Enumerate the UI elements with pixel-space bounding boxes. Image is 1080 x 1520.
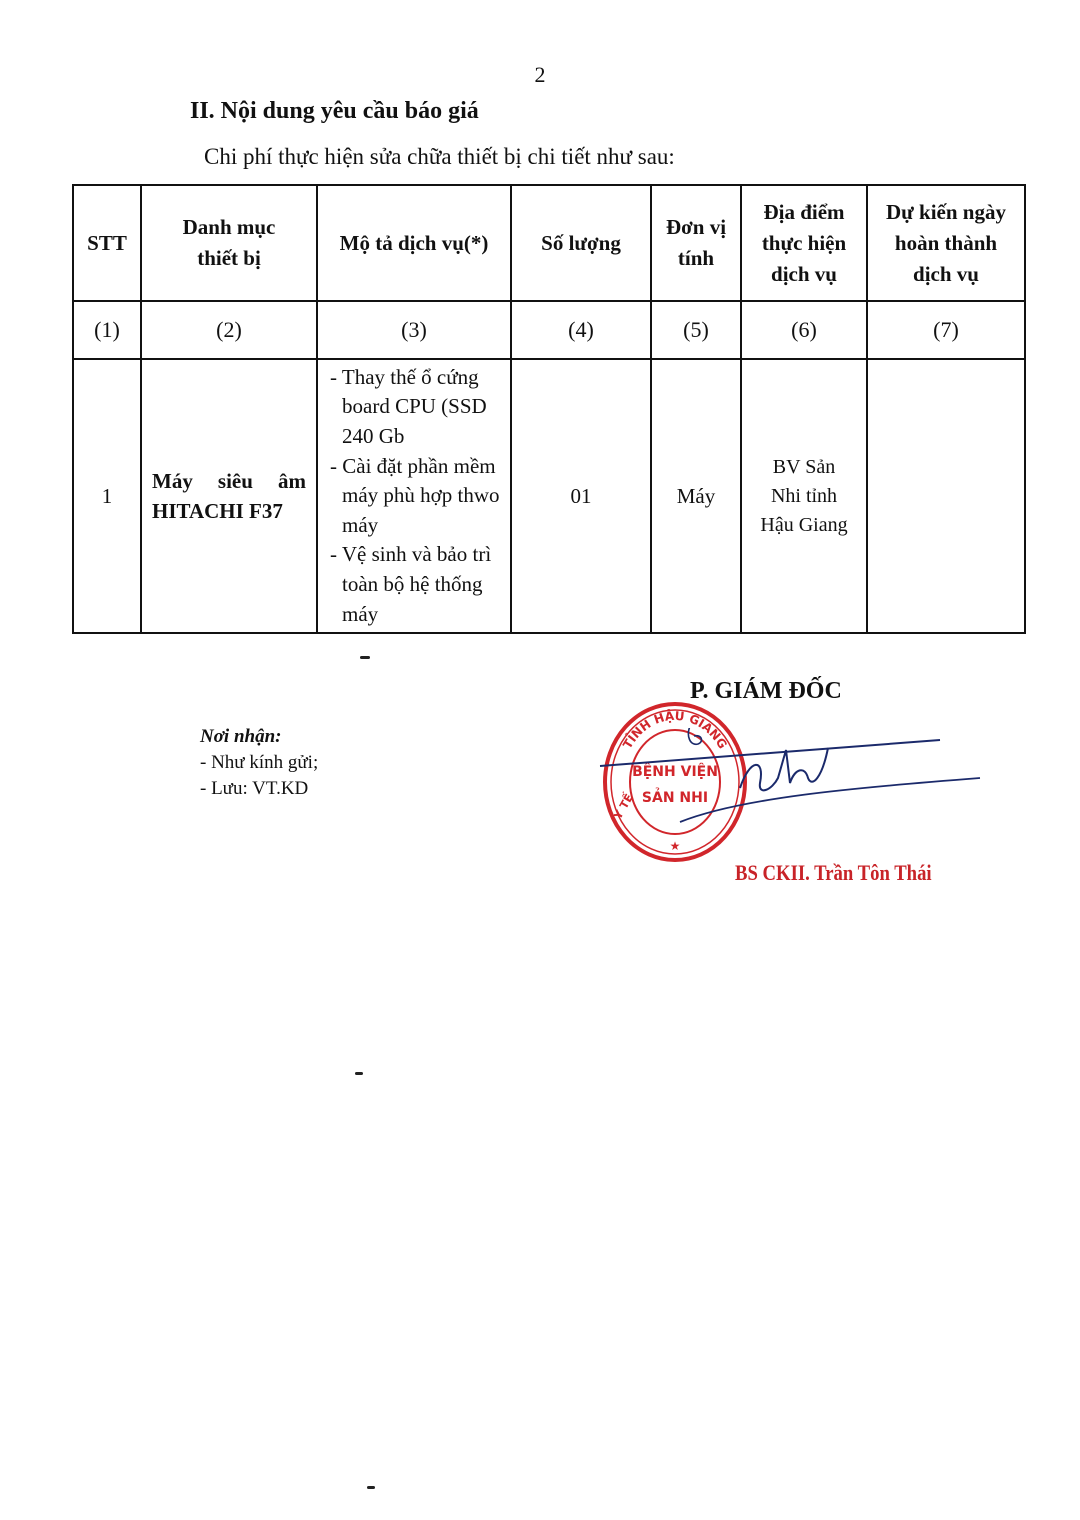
stamp-text-line: SẢN NHI — [641, 790, 709, 806]
table-row — [73, 359, 1025, 633]
header-unit: Đơn vị tính — [651, 185, 741, 301]
director-title: P. GIÁM ĐỐC — [690, 678, 842, 704]
column-number: (5) — [651, 301, 741, 359]
intro-text: Chi phí thực hiện sửa chữa thiết bị chi tiết như sau: — [204, 144, 675, 169]
header-completion: Dự kiến ngày hoàn thành dịch vụ — [867, 185, 1025, 301]
equipment-name-line: HITACHI F37 — [152, 499, 283, 523]
column-number: (3) — [317, 301, 511, 359]
row-unit: Máy — [651, 359, 741, 633]
scan-speck — [360, 656, 370, 659]
column-number: (4) — [511, 301, 651, 359]
row-description — [317, 359, 511, 633]
description-item: - Cài đặt phần mềm máy phù hợp thwo máy — [330, 453, 500, 537]
table-header-row — [73, 185, 1025, 301]
scan-speck — [355, 1072, 363, 1075]
row-stt: 1 — [73, 359, 141, 633]
header-description: Mộ tả dịch vụ(*) — [317, 185, 511, 301]
signer-name: BS CKII. Trần Tôn Thái — [735, 860, 932, 885]
row-quantity: 01 — [511, 359, 651, 633]
stamp-star-icon: ★ — [669, 839, 681, 853]
column-number: (6) — [741, 301, 867, 359]
page-number: 2 — [534, 62, 546, 87]
row-location: BV Sản Nhi tỉnh Hậu Giang — [741, 359, 867, 633]
description-item: - Thay thế ổ cứng board CPU (SSD 240 Gb — [330, 364, 487, 449]
header-quantity: Số lượng — [511, 185, 651, 301]
recipients-title: Nơi nhận: — [200, 726, 282, 747]
row-equipment-name — [141, 359, 317, 633]
description-item: - Vệ sinh và bảo trì toàn bộ hệ thống máy — [330, 542, 492, 626]
stamp-left-text: Y TẾ — [611, 791, 637, 822]
stamp-top-text: TỈNH HẬU GIANG — [620, 708, 730, 752]
recipients-block — [200, 724, 318, 802]
column-number: (7) — [867, 301, 1025, 359]
recipient-item: - Như kính gửi; — [200, 752, 319, 773]
quotation-table — [72, 184, 1026, 634]
column-number: (2) — [141, 301, 317, 359]
header-stt: STT — [73, 185, 141, 301]
scan-speck — [367, 1486, 375, 1489]
header-category: Danh mục thiết bị — [141, 185, 317, 301]
equipment-name-line: Máy siêu âm — [152, 469, 306, 493]
row-completion — [867, 359, 1025, 633]
header-location: Địa điểm thực hiện dịch vụ — [741, 185, 867, 301]
stamp-text-line: BỆNH VIỆN — [632, 764, 718, 780]
column-number: (1) — [73, 301, 141, 359]
section-title: II. Nội dung yêu cầu báo giá — [190, 98, 479, 124]
column-number-row — [73, 301, 1025, 359]
recipient-item: - Lưu: VT.KD — [200, 778, 309, 799]
handwritten-signature — [590, 728, 990, 848]
